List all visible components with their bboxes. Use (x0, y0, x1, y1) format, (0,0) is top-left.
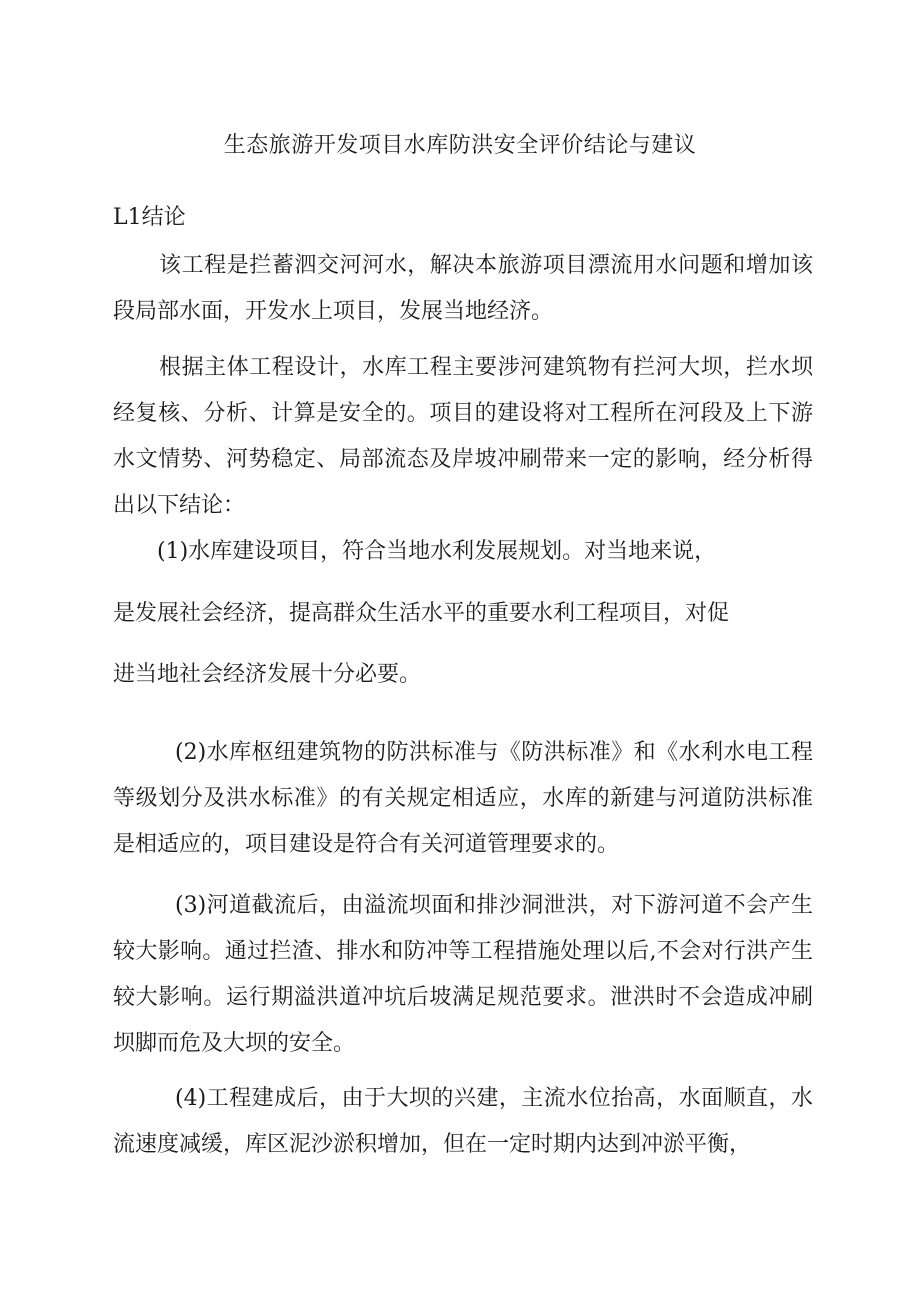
paragraph-design-analysis: 根据主体工程设计，水库工程主要涉河建筑物有拦河大坝，拦水坝经复核、分析、计算是安全的。项目的建设将对工程所在河段及上下游水文情势、河势稳定、局部流态及岸坡冲刷带来一定的影响，经分析得出以下结论： (113, 355, 813, 518)
paragraph-item-1-line-1: (1)水库建设项目，符合当地水利发展规划。对当地来说， (157, 539, 717, 564)
paragraph-item-2: (2)水库枢纽建筑物的防洪标准与《防洪标准》和《水利水电工程等级划分及洪水标准》的有关规定相适应，水库的新建与河道防洪标准是相适应的，项目建设是符合有关河道管理要求的。 (113, 740, 813, 857)
document-title: 生态旅游开发项目水库防洪安全评价结论与建议 (223, 133, 697, 158)
paragraph-item-4: (4)工程建成后，由于大坝的兴建，主流水位抬高，水面顺直，水流速度减缓，库区泥沙淤积增加，但在一定时期内达到冲淤平衡， (113, 1086, 813, 1157)
paragraph-item-1-line-3: 进当地社会经济发展十分必要。 (113, 662, 422, 687)
paragraph-project-purpose: 该工程是拦蓄泗交河河水，解决本旅游项目漂流用水问题和增加该段局部水面，开发水上项目，发展当地经济。 (113, 253, 813, 324)
section-heading-conclusion: L1结论 (113, 205, 186, 230)
paragraph-item-3: (3)河道截流后，由溢流坝面和排沙洞泄洪，对下游河道不会产生较大影响。通过拦渣、排水和防冲等工程措施处理以后,不会对行洪产生较大影响。运行期溢洪道冲坑后坡满足规范要求。泄洪时不会造成冲刷坝脚而危及大坝的安全。 (113, 893, 813, 1056)
paragraph-item-1-line-2: 是发展社会经济，提高群众生活水平的重要水利工程项目，对促 (113, 601, 730, 626)
